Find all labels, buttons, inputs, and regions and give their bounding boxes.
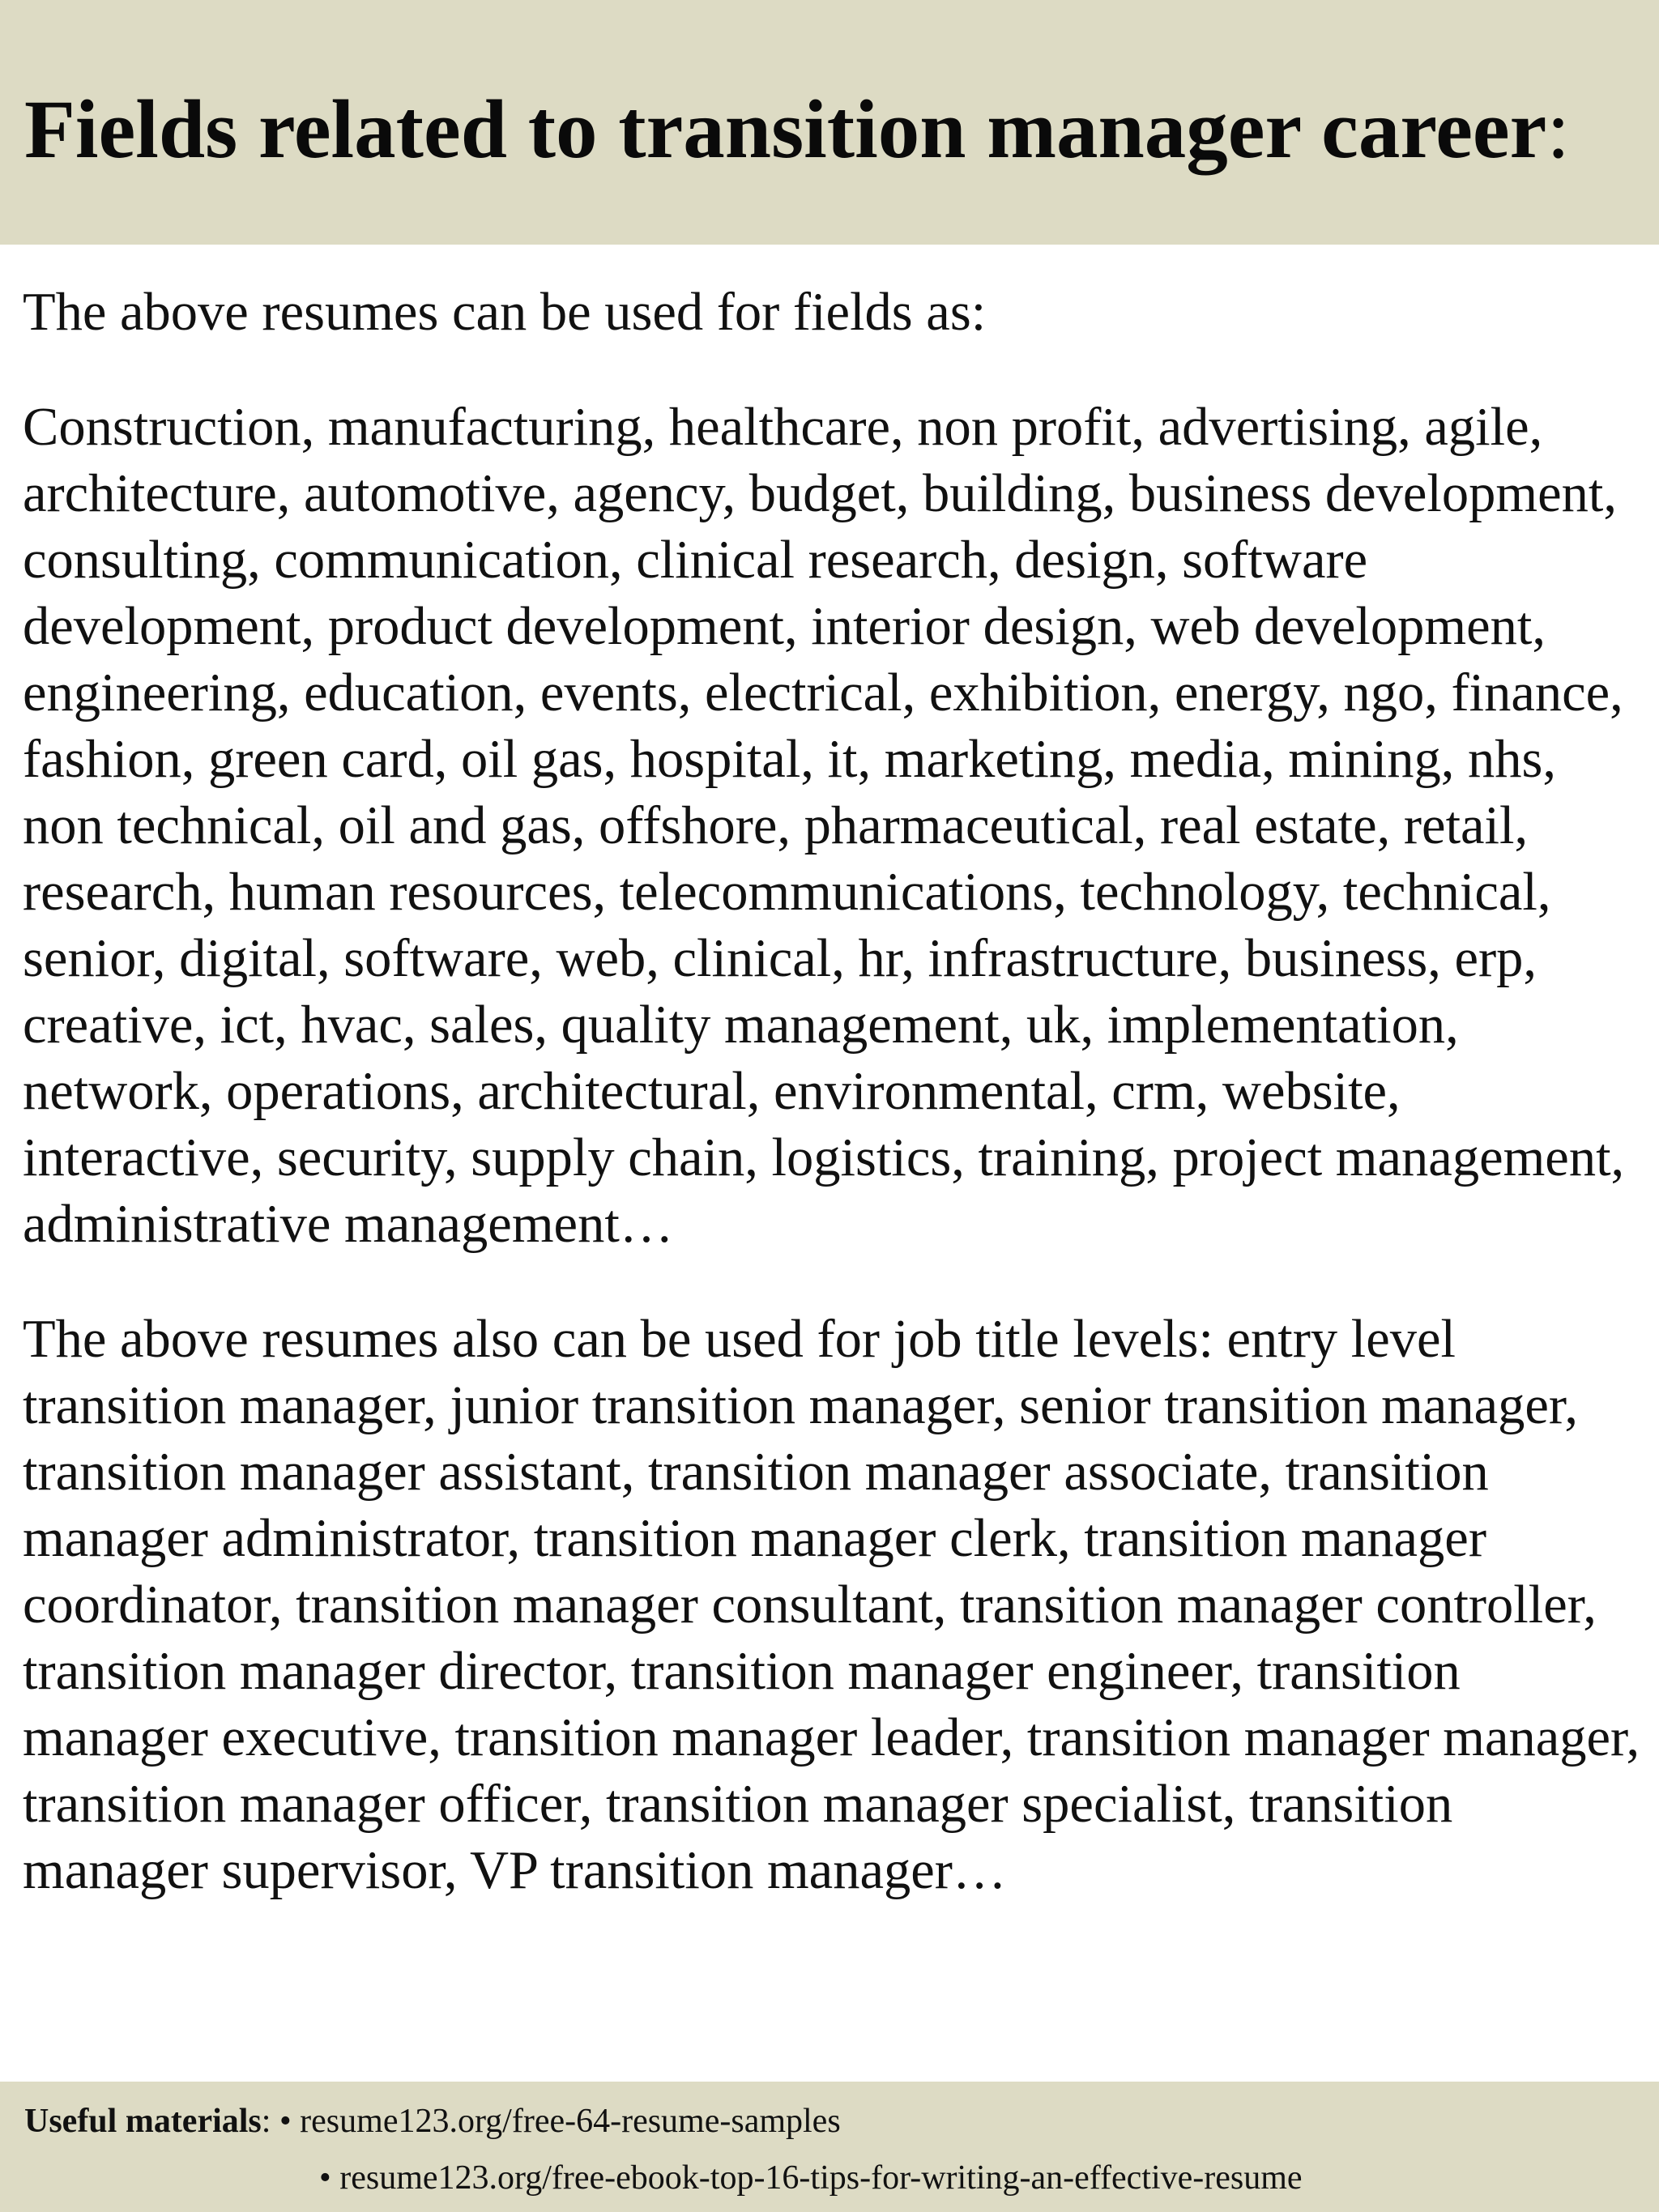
useful-materials-footer [0, 2082, 1659, 2212]
fields-paragraph: Construction, manufacturing, healthcare, non profit, advertising, agile, architecture, automotive, agency, budget, building, business development, consulting, communication, clinical research, design, software development, product development, interior design, web development, engineering, education, events, electrical, exhibition, energy, ngo, finance, fashion, green card, oil gas, hospital, it, marketing, media, mining, nhs, non technical, oil and gas, offshore, pharmaceutical, real estate, retail, research, human resources, telecommunications, technology, technical, senior, digital, software, web, clinical, hr, infrastructure, business, erp, creative, ict, hvac, sales, quality management, uk, implementation, network, operations, architectural, environmental, crm, website, interactive, security, supply chain, logistics, training, project management, administrative management… [23, 398, 1625, 1254]
main-content [23, 279, 1643, 1904]
useful-materials-row [319, 2154, 1303, 2201]
useful-materials-row [24, 2098, 841, 2145]
ebook-tips-link[interactable]: resume123.org/free-ebook-top-16-tips-for-writing-an-effective-resume [339, 2159, 1303, 2197]
label-separator: : [261, 2103, 279, 2140]
bullet: • [279, 2103, 301, 2140]
page-title-text: Fields related to transition manager career [24, 83, 1547, 176]
page-title [24, 81, 1570, 178]
bullet: • [319, 2159, 340, 2197]
page-title-colon: : [1546, 83, 1570, 176]
intro-paragraph: The above resumes can be used for fields as: [23, 283, 987, 342]
job-levels-paragraph: The above resumes also can be used for job title levels: entry level transition manager, junior transition manager, senior transition manager, transition manager assistant, transition manager associate, transition manager administrator, transition manager clerk, transition manager coordinator, transition manager consultant, transition manager controller, transition manager director, transition manager engineer, transition manager executive, transition manager leader, transition manager manager, transition manager officer, transition manager specialist, transition manager supervisor, VP transition manager… [23, 1310, 1640, 1900]
useful-materials-label: Useful materials [24, 2103, 262, 2140]
title-banner [0, 0, 1659, 245]
resume-samples-link[interactable]: resume123.org/free-64-resume-samples [300, 2103, 841, 2140]
